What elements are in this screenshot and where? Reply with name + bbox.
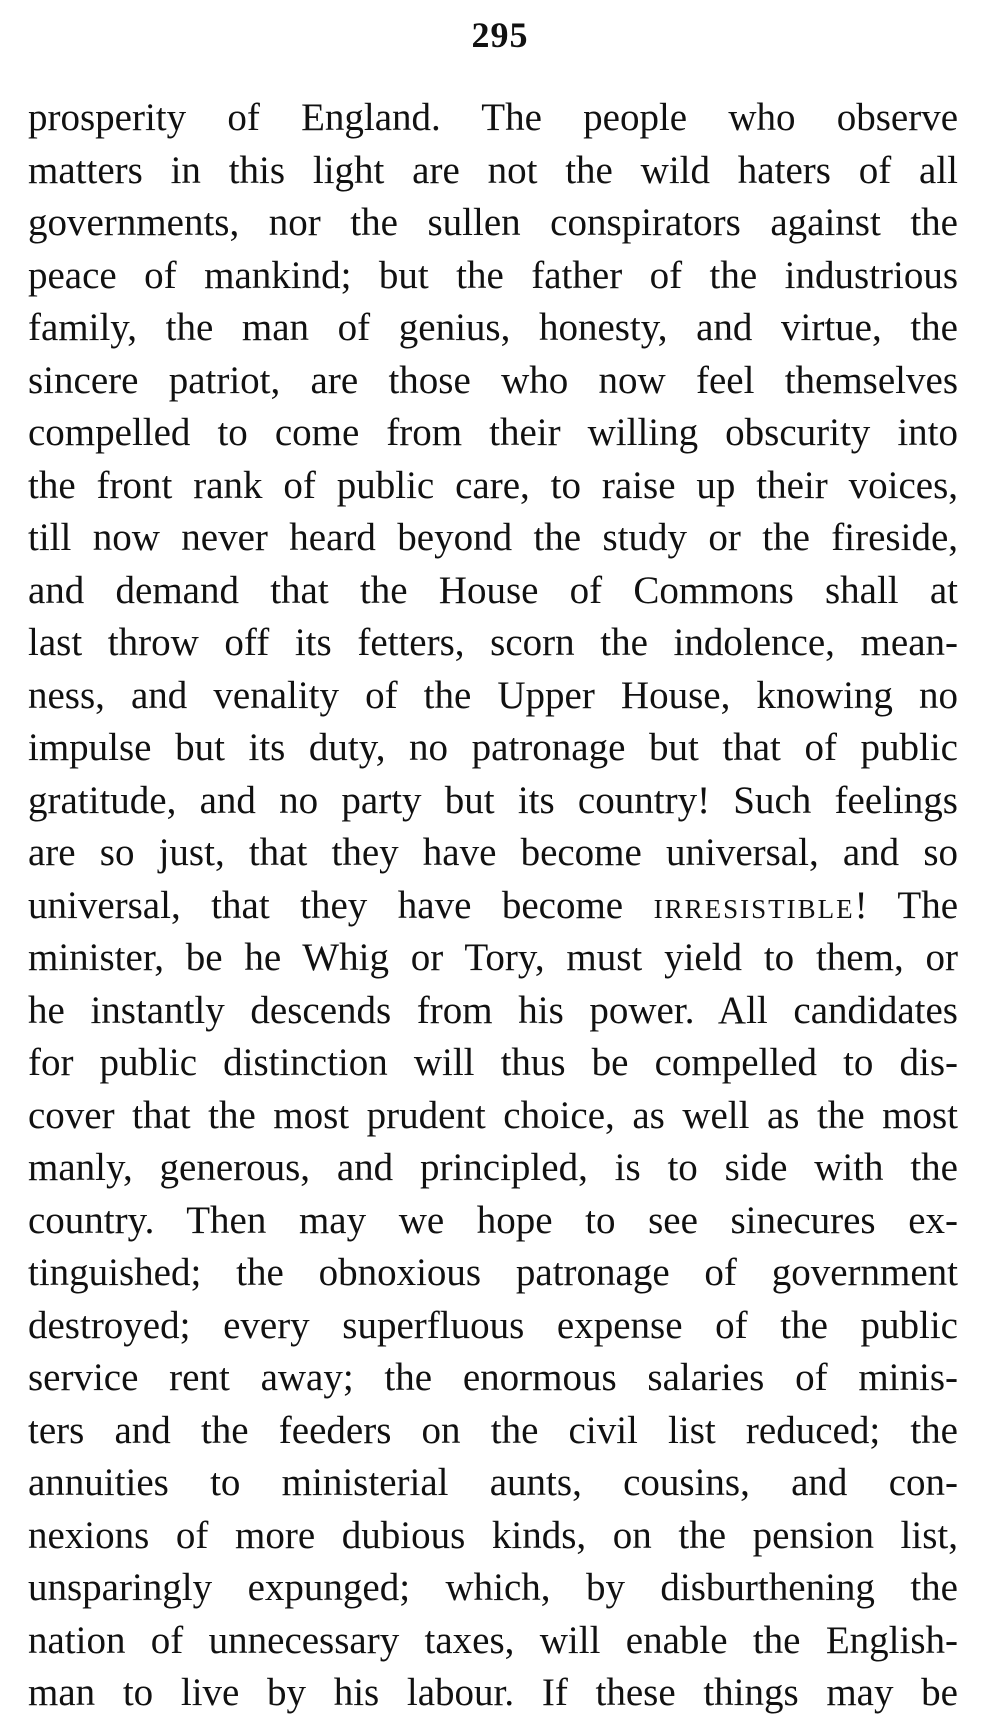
text-line: destroyed; every superfluous expense of the public (28, 1303, 958, 1347)
text-line: man to live by his labour. If these things may be (28, 1671, 958, 1714)
text-line: country. Then may we hope to see sinecures ex- (28, 1198, 958, 1242)
text-line: nexions of more dubious kinds, on the pension list, (28, 1513, 958, 1557)
text-line: ters and the feeders on the civil list reduced; the (28, 1408, 958, 1452)
text-line: prosperity of England. The people who observe (28, 96, 958, 139)
text-line-irresistible (28, 880, 958, 933)
text-line: gratitude, and no party but its country! Such feelings (28, 778, 958, 822)
text-line: last throw off its fetters, scorn the indolence, mean- (28, 621, 958, 664)
text-line: ness, and venality of the Upper House, knowing no (28, 673, 958, 717)
text-line: unsparingly expunged; which, by disburthening the (28, 1566, 958, 1609)
text-line: till now never heard beyond the study or the fireside, (28, 516, 958, 559)
text-line: he instantly descends from his power. All candidates (28, 988, 958, 1032)
text-line: impulse but its duty, no patronage but that of public (28, 726, 958, 769)
text-line: are so just, that they have become universal, and so (28, 831, 958, 874)
smallcaps-word: irresistible (653, 883, 855, 927)
text-line: for public distinction will thus be compelled to dis- (28, 1041, 958, 1084)
body-text (28, 92, 958, 1720)
text-line: family, the man of genius, honesty, and virtue, the (28, 306, 958, 349)
page-number: 295 (471, 15, 529, 55)
text-line: the front rank of public care, to raise up their voices, (28, 463, 958, 507)
text-line: tinguished; the obnoxious patronage of government (28, 1251, 958, 1294)
text-line: minister, be he Whig or Tory, must yield to them, or (28, 936, 958, 979)
text-line: and demand that the House of Commons shall at (28, 568, 958, 612)
text-line: peace of mankind; but the father of the industrious (28, 253, 958, 297)
text-line: matters in this light are not the wild haters of all (28, 148, 958, 192)
text-fragment: ! The (854, 883, 958, 927)
text-line: governments, nor the sullen conspirators against the (28, 201, 958, 244)
text-line: sincere patriot, are those who now feel themselves (28, 358, 958, 402)
text-line: nation of unnecessary taxes, will enable the English- (28, 1618, 958, 1662)
text-line: service rent away; the enormous salaries of minis- (28, 1356, 958, 1399)
text-fragment: universal, that they have become (28, 883, 654, 927)
text-line: manly, generous, and principled, is to side with the (28, 1146, 958, 1189)
text-line: cover that the most prudent choice, as well as the most (28, 1093, 958, 1137)
text-line: compelled to come from their willing obscurity into (28, 411, 958, 454)
text-line: annuities to ministerial aunts, cousins, and con- (28, 1461, 958, 1504)
